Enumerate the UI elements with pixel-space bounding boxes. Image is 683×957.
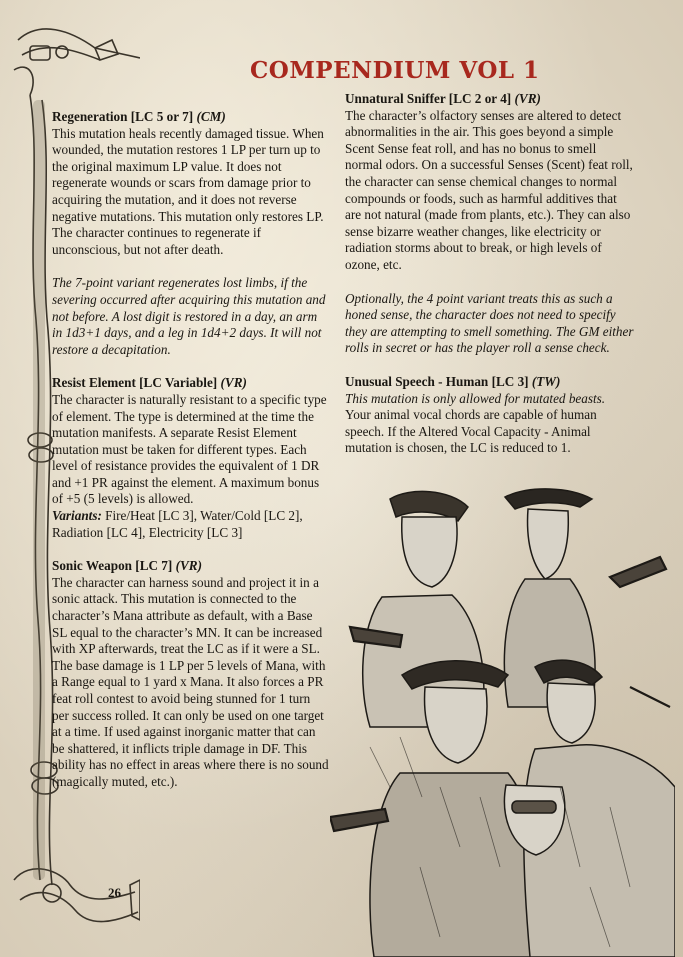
entry-body: Your animal vocal chords are capable of human speech. If the Altered Vocal Capacity - Animal mutation is chosen, the LC is reduced to 1. <box>345 407 597 456</box>
entry-source: (TW) <box>531 373 561 389</box>
entry-regeneration <box>52 109 330 258</box>
variants-text: Fire/Heat [LC 3], Water/Cold [LC 2], Radiation [LC 4], Electricity [LC 3] <box>52 508 303 540</box>
entry-name: Sonic Weapon [LC 7] <box>52 558 176 574</box>
entry-body: The character is naturally resistant to a specific type of element. The type is determined at the time the mutation manifests. A separate Resist Element mutation must be taken for different types. Each level of resistance provides the equivalent of 1 DR and +1 PR against the element. A maximum bonus of +5 (5 levels) is allowed. <box>52 391 327 507</box>
page-number: 26 <box>108 885 121 900</box>
entry-name: Unusual Speech - Human [LC 3] <box>345 373 532 389</box>
entry-source: (VR) <box>220 375 247 391</box>
entry-heading <box>52 375 330 392</box>
variant-note: The 7-point variant regenerates lost limbs, if the severing occurred after acquiring this mutation and not before. A lost digit is restored in a day, an arm in 1d3+1 days, and a leg in 1d4+2 days. It will not restore a decapitation. <box>52 275 326 357</box>
entry-body: This mutation heals recently damaged tissue. When wounded, the mutation restores 1 LP per turn up to the original maximum LP value. It does not regenerate wounds or scars from damage prior to acquiring the mutation, and it does not reverse negative mutations. This mutation only restores LP. The character continues to regenerate if unconscious, but not after death. <box>52 125 324 257</box>
entry-heading <box>52 558 330 575</box>
entry-source: (CM) <box>196 109 226 124</box>
left-column <box>52 109 330 808</box>
page-title: COMPENDIUM VOL 1 <box>250 57 540 84</box>
entry-body: The character’s olfactory senses are altered to detect abnormalities in the air. This goes beyond a simple Scent Sense feat roll, and has no bonus to smell normal odors. On a successful Senses (Scent) feat roll, the character can sense chemical changes to normal compounds or foods, such as harmful additives that are not natural (made from plants, etc.). They can also sense bizarre weather changes, like electricity or radiation storms about to break, or high levels of ozone, etc. <box>345 107 633 272</box>
right-column <box>345 91 635 474</box>
entry-body: The character can harness sound and project it in a sonic attack. This mutation is connected to the character’s Mana attribute as default, with a Base SL equal to the character’s MN. It can be increased with XP afterwards, treat the LC as if it were a SL. The base damage is 1 LP per 5 levels of Mana, with a Range equal to 1 yard x Mana. It also forces a PR feat roll contest to avoid being stunned for 1 turn per success rolled. It can only be used on one target at a time. If used against inorganic matter that can be shattered, it inflicts triple damage in DF. This ability has no effect in areas where there is no sound (magically muted, etc.). <box>52 574 329 789</box>
entry-unnatural-sniffer <box>345 91 635 274</box>
entry-heading <box>345 91 635 108</box>
entry-name: Unnatural Sniffer [LC 2 or 4] <box>345 91 515 106</box>
entry-heading <box>52 109 330 126</box>
entry-source: (VR) <box>514 91 541 106</box>
mutant-gunslingers-illustration <box>330 487 675 957</box>
variant-note: Optionally, the 4 point variant treats this as such a honed sense, the character does not need to specify they are attempting to smell something. The GM either rolls in secret or has the player roll a sense check. <box>345 290 634 356</box>
entry-heading <box>345 374 635 391</box>
entry-sonic-weapon <box>52 558 330 790</box>
entry-name: Regeneration [LC 5 or 7] <box>52 109 197 124</box>
entry-source: (VR) <box>175 558 202 574</box>
entry-intro: This mutation is only allowed for mutated beasts. <box>345 390 606 406</box>
variants-line <box>52 508 330 541</box>
entry-unusual-speech <box>345 374 635 457</box>
entry-name: Resist Element [LC Variable] <box>52 375 221 391</box>
entry-resist-element <box>52 375 330 541</box>
variants-label: Variants: <box>52 508 102 524</box>
